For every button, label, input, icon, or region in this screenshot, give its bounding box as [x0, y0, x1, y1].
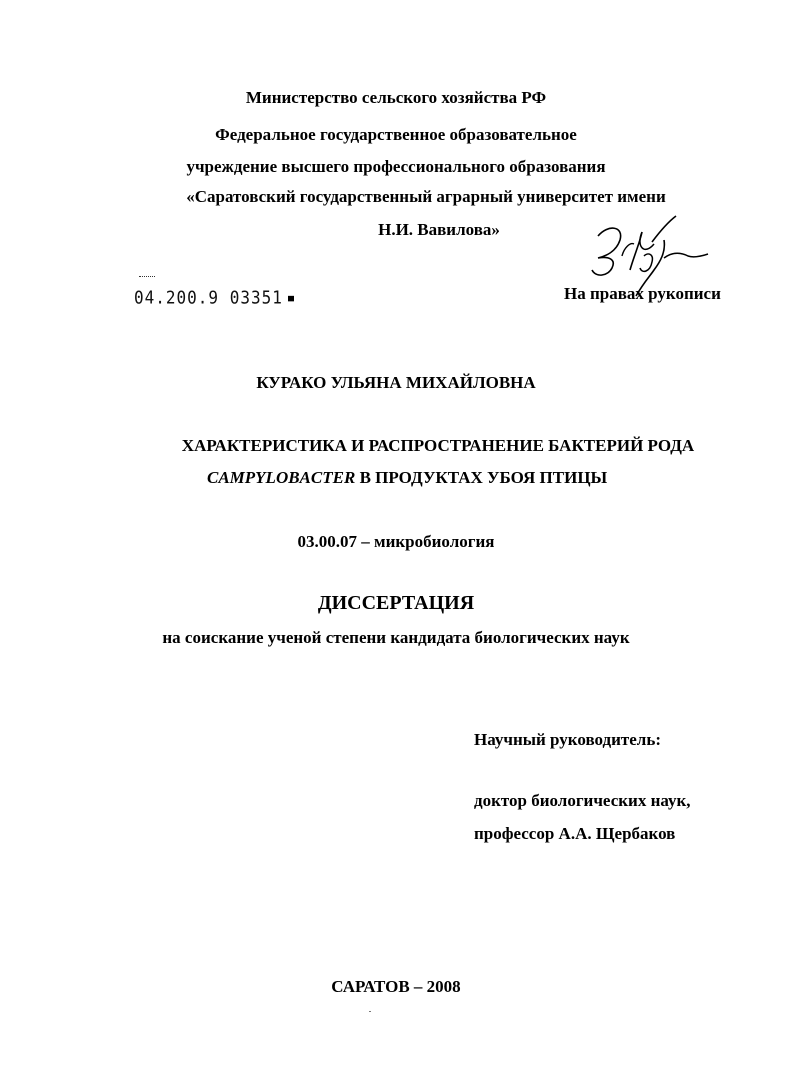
degree-description: на соискание ученой степени кандидата биологических наук	[162, 628, 630, 647]
supervisor-name: профессор А.А. Щербаков	[474, 824, 676, 843]
handwritten-signature	[584, 212, 714, 312]
title-line-2-rest: В ПРОДУКТАХ УБОЯ ПТИЦЫ	[355, 468, 608, 487]
stamp-dot	[288, 296, 294, 302]
title-line-1: ХАРАКТЕРИСТИКА И РАСПРОСТРАНЕНИЕ БАКТЕРИЙ РОДА	[181, 436, 695, 455]
title-genus: CAMPYLOBACTER	[207, 468, 356, 487]
document-type: ДИССЕРТАЦИЯ	[317, 592, 475, 614]
city-year: САРАТОВ – 2008	[331, 977, 461, 996]
author-name: КУРАКО УЛЬЯНА МИХАЙЛОВНА	[256, 373, 536, 392]
institution-line-3: «Саратовский государственный аграрный университет имени	[186, 187, 666, 206]
stamp-number-text: 04.200.9 03351	[134, 287, 283, 308]
rights-notice: На правах рукописи	[564, 284, 721, 303]
title-line-2	[207, 468, 607, 488]
archive-stamp-number	[134, 287, 294, 308]
institution-line-1: Федеральное государственное образовательное	[215, 125, 577, 144]
scan-speck	[369, 1011, 371, 1012]
supervisor-degree: доктор биологических наук,	[474, 791, 691, 810]
institution-line-4: Н.И. Вавилова»	[378, 220, 500, 239]
stamp-mark	[139, 276, 155, 279]
specialty-code: 03.00.07 – микробиология	[297, 532, 495, 551]
supervisor-label: Научный руководитель:	[474, 730, 661, 749]
institution-line-2: учреждение высшего профессионального образования	[186, 157, 606, 176]
ministry-name: Министерство сельского хозяйства РФ	[245, 88, 547, 107]
